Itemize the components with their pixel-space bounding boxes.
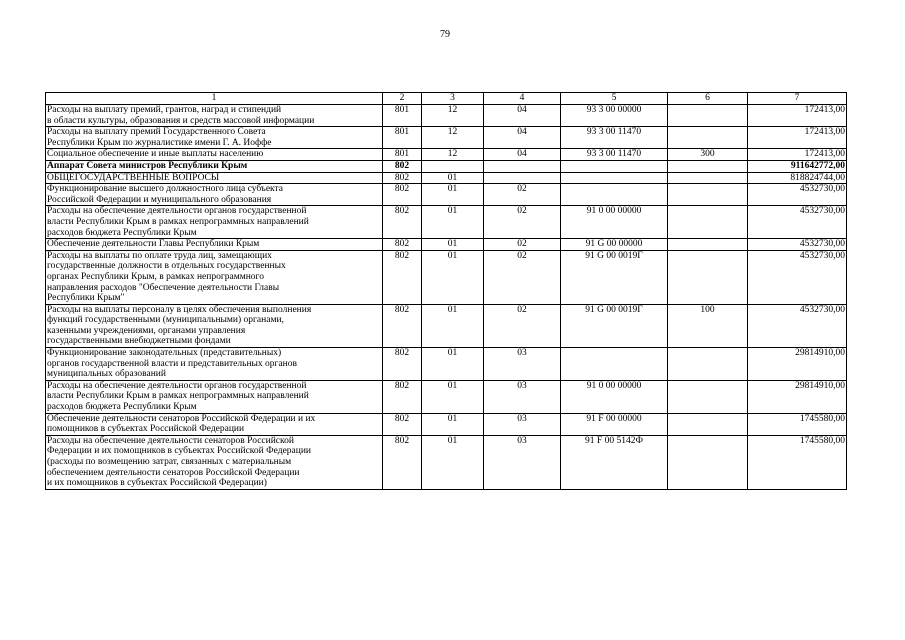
section-code-cell: 01 bbox=[422, 380, 484, 413]
column-header-4: 4 bbox=[484, 93, 561, 105]
section-code-cell: 12 bbox=[422, 127, 484, 149]
amount-cell: 4532730,00 bbox=[748, 239, 847, 251]
amount-cell: 172413,00 bbox=[748, 149, 847, 161]
table-body bbox=[46, 105, 847, 490]
expense-type-cell: 100 bbox=[668, 304, 748, 347]
row-name-line: Федерации и их помощников в субъектах Российской Федерации bbox=[47, 446, 312, 457]
row-name-cell bbox=[46, 160, 383, 172]
department-code-cell: 802 bbox=[383, 250, 422, 304]
subsection-code-cell: 02 bbox=[484, 304, 561, 347]
row-name-line: в области культуры, образования и средств массовой информации bbox=[47, 115, 315, 126]
amount-cell: 172413,00 bbox=[748, 127, 847, 149]
table-row bbox=[46, 105, 847, 127]
subsection-code-cell: 02 bbox=[484, 250, 561, 304]
subsection-code-cell: 04 bbox=[484, 149, 561, 161]
row-name-line: Расходы на выплаты персоналу в целях обеспечения выполнения bbox=[47, 304, 312, 315]
row-name-line: Обеспечение деятельности Главы Республики Крым bbox=[47, 239, 260, 250]
expense-type-cell bbox=[668, 160, 748, 172]
target-article-cell: 93 3 00 11470 bbox=[561, 149, 668, 161]
column-header-1: 1 bbox=[46, 93, 383, 105]
department-code-cell: 802 bbox=[383, 380, 422, 413]
column-header-6: 6 bbox=[668, 93, 748, 105]
subsection-code-cell: 04 bbox=[484, 127, 561, 149]
row-name-line: Расходы на выплату премий, грантов, наград и стипендий bbox=[47, 105, 282, 115]
row-name-line: государственными внебюджетными фондами bbox=[47, 336, 231, 347]
row-name-line: Расходы на обеспечение деятельности органов государственной bbox=[47, 380, 307, 391]
expense-type-cell bbox=[668, 172, 748, 184]
target-article-cell bbox=[561, 348, 668, 381]
row-name-line: казенными учреждениями, органами управления bbox=[47, 325, 246, 336]
row-name-cell bbox=[46, 250, 383, 304]
row-name-line: Аппарат Совета министров Республики Крым bbox=[47, 160, 248, 171]
amount-cell: 4532730,00 bbox=[748, 304, 847, 347]
target-article-cell bbox=[561, 172, 668, 184]
section-code-cell: 01 bbox=[422, 250, 484, 304]
row-name-cell bbox=[46, 239, 383, 251]
column-header-3: 3 bbox=[422, 93, 484, 105]
department-code-cell: 802 bbox=[383, 435, 422, 489]
section-code-cell: 01 bbox=[422, 172, 484, 184]
amount-cell: 818824744,00 bbox=[748, 172, 847, 184]
department-code-cell: 802 bbox=[383, 348, 422, 381]
row-name-line: муниципальных образований bbox=[47, 369, 166, 380]
row-name-line: ОБЩЕГОСУДАРСТВЕННЫЕ ВОПРОСЫ bbox=[47, 172, 220, 183]
amount-cell: 172413,00 bbox=[748, 105, 847, 127]
column-header-7: 7 bbox=[748, 93, 847, 105]
amount-cell: 4532730,00 bbox=[748, 250, 847, 304]
section-code-cell: 01 bbox=[422, 239, 484, 251]
row-name-line: власти Республики Крым в рамках непрограммных направлений bbox=[47, 391, 309, 402]
table-row bbox=[46, 435, 847, 489]
subsection-code-cell bbox=[484, 172, 561, 184]
row-name-cell bbox=[46, 172, 383, 184]
table-row bbox=[46, 172, 847, 184]
amount-cell: 1745580,00 bbox=[748, 435, 847, 489]
column-header-5: 5 bbox=[561, 93, 668, 105]
row-name-cell bbox=[46, 380, 383, 413]
expense-type-cell bbox=[668, 206, 748, 239]
target-article-cell: 91 G 00 00000 bbox=[561, 239, 668, 251]
row-name-line: расходов бюджета Республики Крым bbox=[47, 402, 197, 413]
subsection-code-cell: 02 bbox=[484, 184, 561, 206]
section-code-cell: 01 bbox=[422, 435, 484, 489]
row-name-line: Функционирование высшего должностного лица субъекта bbox=[47, 184, 284, 195]
section-code-cell: 12 bbox=[422, 105, 484, 127]
row-name-line: Функционирование законодательных (представительных) bbox=[47, 348, 282, 359]
expense-type-cell bbox=[668, 348, 748, 381]
target-article-cell bbox=[561, 184, 668, 206]
row-name-cell bbox=[46, 149, 383, 161]
subsection-code-cell: 03 bbox=[484, 380, 561, 413]
row-name-line: Расходы на обеспечение деятельности органов государственной bbox=[47, 206, 307, 217]
amount-cell: 29814910,00 bbox=[748, 380, 847, 413]
subsection-code-cell: 03 bbox=[484, 435, 561, 489]
target-article-cell: 93 3 00 00000 bbox=[561, 105, 668, 127]
target-article-cell: 91 F 00 5142Ф bbox=[561, 435, 668, 489]
row-name-cell bbox=[46, 435, 383, 489]
department-code-cell: 802 bbox=[383, 184, 422, 206]
department-code-cell: 801 bbox=[383, 127, 422, 149]
expense-type-cell bbox=[668, 250, 748, 304]
row-name-cell bbox=[46, 127, 383, 149]
row-name-line: государственные должности в отдельных государственных bbox=[47, 261, 286, 272]
subsection-code-cell: 02 bbox=[484, 239, 561, 251]
expense-type-cell bbox=[668, 184, 748, 206]
row-name-cell bbox=[46, 206, 383, 239]
department-code-cell: 802 bbox=[383, 304, 422, 347]
table-row bbox=[46, 380, 847, 413]
row-name-cell bbox=[46, 105, 383, 127]
expense-type-cell bbox=[668, 127, 748, 149]
department-code-cell: 802 bbox=[383, 160, 422, 172]
target-article-cell: 91 0 00 00000 bbox=[561, 380, 668, 413]
row-name-line: помощников в субъектах Российской Федерации bbox=[47, 424, 245, 435]
department-code-cell: 802 bbox=[383, 206, 422, 239]
page-number: 79 bbox=[440, 29, 450, 40]
column-header-row bbox=[46, 93, 847, 105]
row-name-cell bbox=[46, 304, 383, 347]
subsection-code-cell: 03 bbox=[484, 413, 561, 435]
row-name-cell bbox=[46, 348, 383, 381]
expense-type-cell bbox=[668, 105, 748, 127]
target-article-cell bbox=[561, 160, 668, 172]
row-name-line: функций государственными (муниципальными) органами, bbox=[47, 315, 284, 326]
row-name-cell bbox=[46, 413, 383, 435]
row-name-line: расходов бюджета Республики Крым bbox=[47, 227, 197, 238]
table-row bbox=[46, 127, 847, 149]
expense-type-cell bbox=[668, 239, 748, 251]
row-name-line: Расходы на обеспечение деятельности сенаторов Российской bbox=[47, 435, 294, 446]
row-name-line: Республики Крым по журналистике имени Г. А. Иоффе bbox=[47, 137, 272, 148]
row-name-line: обеспечением деятельности сенаторов Российской Федерации bbox=[47, 467, 300, 478]
department-code-cell: 802 bbox=[383, 172, 422, 184]
row-name-line: направления расходов "Обеспечение деятельности Главы bbox=[47, 282, 280, 293]
expense-type-cell: 300 bbox=[668, 149, 748, 161]
subsection-code-cell: 02 bbox=[484, 206, 561, 239]
target-article-cell: 93 3 00 11470 bbox=[561, 127, 668, 149]
subsection-code-cell bbox=[484, 160, 561, 172]
row-name-line: Социальное обеспечение и иные выплаты населению bbox=[47, 149, 264, 160]
table-row bbox=[46, 413, 847, 435]
target-article-cell: 91 G 00 0019Г bbox=[561, 250, 668, 304]
table-row bbox=[46, 250, 847, 304]
amount-cell: 4532730,00 bbox=[748, 206, 847, 239]
expense-type-cell bbox=[668, 413, 748, 435]
row-name-cell bbox=[46, 184, 383, 206]
section-code-cell bbox=[422, 160, 484, 172]
row-name-line: власти Республики Крым в рамках непрограммных направлений bbox=[47, 216, 309, 227]
section-code-cell: 01 bbox=[422, 184, 484, 206]
table-row bbox=[46, 184, 847, 206]
expense-type-cell bbox=[668, 380, 748, 413]
budget-table bbox=[45, 92, 847, 490]
department-code-cell: 801 bbox=[383, 149, 422, 161]
section-code-cell: 01 bbox=[422, 206, 484, 239]
table-row bbox=[46, 149, 847, 161]
section-code-cell: 12 bbox=[422, 149, 484, 161]
section-code-cell: 01 bbox=[422, 304, 484, 347]
table-row bbox=[46, 348, 847, 381]
row-name-line: органах Республики Крым, в рамках непрограммного bbox=[47, 271, 264, 282]
table-row bbox=[46, 206, 847, 239]
table-row bbox=[46, 304, 847, 347]
department-code-cell: 802 bbox=[383, 239, 422, 251]
table-row bbox=[46, 239, 847, 251]
row-name-line: Республики Крым" bbox=[47, 293, 125, 304]
target-article-cell: 91 G 00 0019Г bbox=[561, 304, 668, 347]
amount-cell: 4532730,00 bbox=[748, 184, 847, 206]
department-code-cell: 801 bbox=[383, 105, 422, 127]
subsection-code-cell: 03 bbox=[484, 348, 561, 381]
amount-cell: 1745580,00 bbox=[748, 413, 847, 435]
amount-cell: 911642772,00 bbox=[748, 160, 847, 172]
amount-cell: 29814910,00 bbox=[748, 348, 847, 381]
section-code-cell: 01 bbox=[422, 413, 484, 435]
row-name-line: Российской Федерации и муниципального образования bbox=[47, 194, 272, 205]
target-article-cell: 91 0 00 00000 bbox=[561, 206, 668, 239]
section-code-cell: 01 bbox=[422, 348, 484, 381]
department-code-cell: 802 bbox=[383, 413, 422, 435]
row-name-line: органов государственной власти и представительных органов bbox=[47, 358, 297, 369]
row-name-line: Расходы на выплату премий Государственного Совета bbox=[47, 127, 266, 138]
row-name-line: и их помощников в субъектах Российской Федерации) bbox=[47, 478, 267, 489]
expense-type-cell bbox=[668, 435, 748, 489]
column-header-2: 2 bbox=[383, 93, 422, 105]
subsection-code-cell: 04 bbox=[484, 105, 561, 127]
target-article-cell: 91 F 00 00000 bbox=[561, 413, 668, 435]
row-name-line: Расходы на выплаты по оплате труда лиц, замещающих bbox=[47, 250, 272, 261]
row-name-line: (расходы по возмещению затрат, связанных с материальным bbox=[47, 457, 292, 467]
row-name-line: Обеспечение деятельности сенаторов Российской Федерации и их bbox=[47, 413, 316, 424]
table-row bbox=[46, 160, 847, 172]
